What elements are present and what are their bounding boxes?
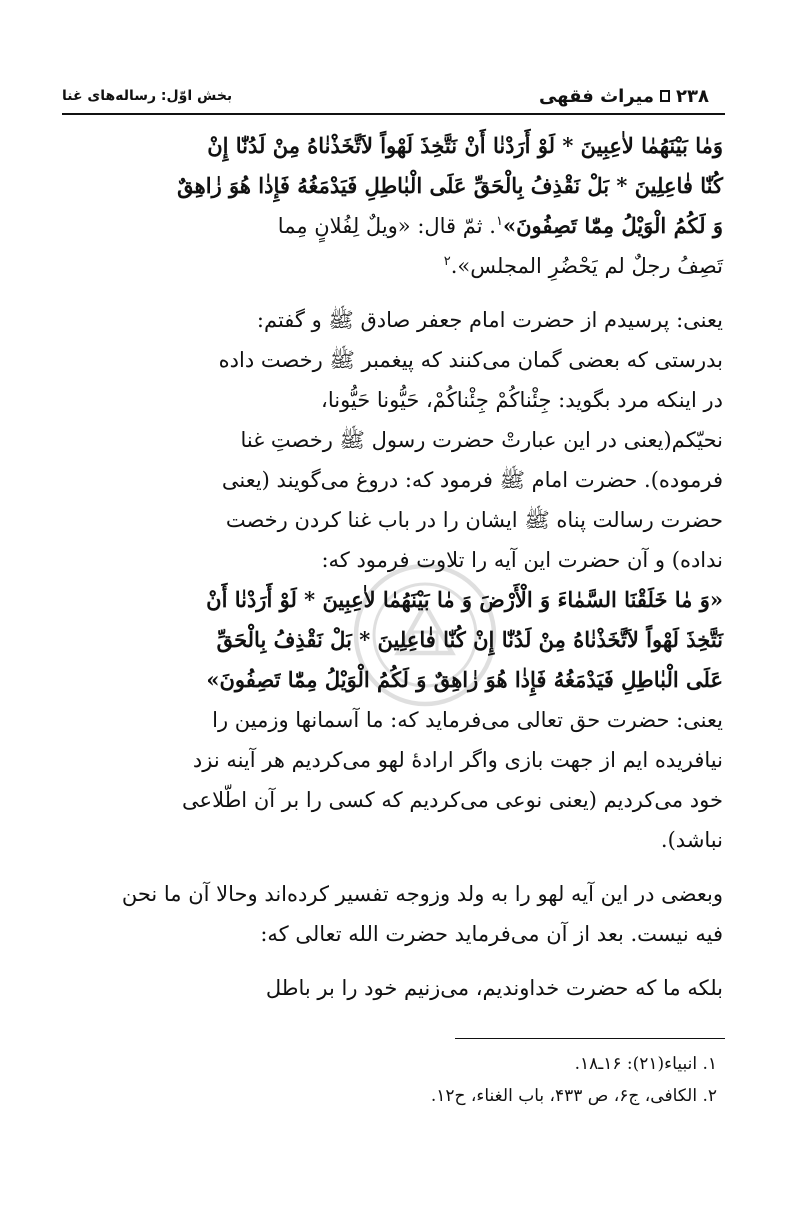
spacer [68, 954, 723, 968]
footnote-1: ۱. انبیاء(۲۱): ۱۶ـ۱۸. [574, 1054, 717, 1074]
text-line: فیه نیست. بعد از آن می‌فرماید حضرت الله تعالی که: [260, 922, 723, 946]
footnote-2: ۲. الکافی، ج۶، ص ۴۳۳، باب الغناء، ح۱۲. [430, 1086, 717, 1106]
hadith-fragment: ثمّ قال: «ویلٌ لِفُلانٍ مِما [277, 214, 483, 238]
header-divider [62, 113, 725, 115]
text-line: «وَ مٰا خَلَقْنَا السَّمٰاءَ وَ الْأَرْضَ وَ مٰا بَیْنَهُمٰا لاٰعِبِینَ * لَوْ أَرَدْنٰا أَنْ [206, 587, 723, 612]
running-head [62, 82, 709, 110]
header-right [539, 86, 709, 107]
text-line: کُنّٰا فٰاعِلِینَ * بَلْ نَقْذِفُ بِالْحَقِّ عَلَی الْبٰاطِلِ فَیَدْمَغُهُ فَإِذٰا هُوَ زٰاهِقٌ [177, 173, 723, 198]
spacer [68, 286, 723, 300]
text-line [68, 246, 723, 286]
text-line: فرموده). حضرت امام ﷺ فرمود که: دروغ می‌گویند (یعنی [221, 468, 723, 492]
footnote-ref-1: ۱ [495, 214, 503, 229]
text-line: وَ لَکُمُ الْوَیْلُ مِمّٰا تَصِفُونَ»$^۱$. ثمّ قال: «ویلٌ لِفُلانٍ مِما [277, 213, 723, 238]
text-line: بلکه ما که حضرت خداوندیم، می‌زنیم خود را بر باطل [265, 976, 723, 1000]
text-line: نَتَّخِذَ لَهْواً لاَتَّخَذْنٰاهُ مِنْ لَدُنّٰا إِنْ کُنّٰا فٰاعِلِینَ * بَلْ نَقْذِفُ بِالْحَقِّ [216, 627, 723, 652]
text-line: نداده) و آن حضرت این آیه را تلاوت فرمود که: [321, 548, 723, 572]
main-text [68, 126, 723, 1008]
text-line: عَلَی الْبٰاطِلِ فَیَدْمَغُهُ فَإِذٰا هُوَ زٰاهِقٌ وَ لَکُمُ الْوَیْلُ مِمّٰا تَصِفُونَ» [206, 667, 723, 692]
text-line: نیافریده ایم از جهت بازی واگر ارادهٔ لهو می‌کردیم هر آینه نزد [192, 748, 723, 772]
square-ornament-icon [660, 90, 670, 102]
spacer [68, 860, 723, 874]
text-line: یعنی: حضرت حق تعالی می‌فرماید که: ما آسمانها وزمین را [212, 708, 723, 732]
section-title: بخش اوّل: رساله‌های غنا [62, 88, 233, 104]
text-line: وَمٰا بَیْنَهُمٰا لاٰعِبِینَ * لَوْ أَرَدْنٰا أَنْ نَتَّخِذَ لَهْواً لاَتَّخَذْنٰاهُ مِنْ لَدُنّٰا إِنْ [207, 133, 723, 158]
text-line: نحیّکم(یعنی در این عبارتْ حضرت رسول ﷺ رخصتِ غنا [240, 428, 723, 452]
text-line: یعنی: پرسیدم از حضرت امام جعفر صادق ﷺ و گفتم: [256, 308, 723, 332]
text-line: در اینکه مرد بگوید: جِئْناکُمْ جِئْناکُمْ، حَیُّونا حَیُّونا، [321, 388, 723, 412]
text-line: بدرستی که بعضی گمان می‌کنند که پیغمبر ﷺ رخصت داده [218, 348, 723, 372]
footnote-ref-2: ۲ [443, 254, 451, 269]
hadith-end: تَصِفُ رجلٌ لم یَحْضُرِ المجلس». [450, 254, 723, 278]
text-line: خود می‌کردیم (یعنی نوعی می‌کردیم که کسی را بر آن اطّلاعی [182, 788, 723, 812]
footnotes [80, 1048, 717, 1112]
book-title: میراث فقهی [538, 85, 655, 107]
text-line: حضرت رسالت پناه ﷺ ایشان را در باب غنا کردن رخصت [225, 508, 723, 532]
quran-fragment: وَ لَکُمُ الْوَیْلُ مِمّٰا تَصِفُونَ» [502, 213, 723, 238]
footnote-divider [455, 1038, 725, 1039]
page-number: ۲۳۸ [676, 85, 709, 107]
text-line: وبعضی در این آیه لهو را به ولد وزوجه تفسیر کرده‌اند وحالا آن ما نحن [121, 882, 723, 906]
text-line: نباشد). [660, 828, 723, 852]
